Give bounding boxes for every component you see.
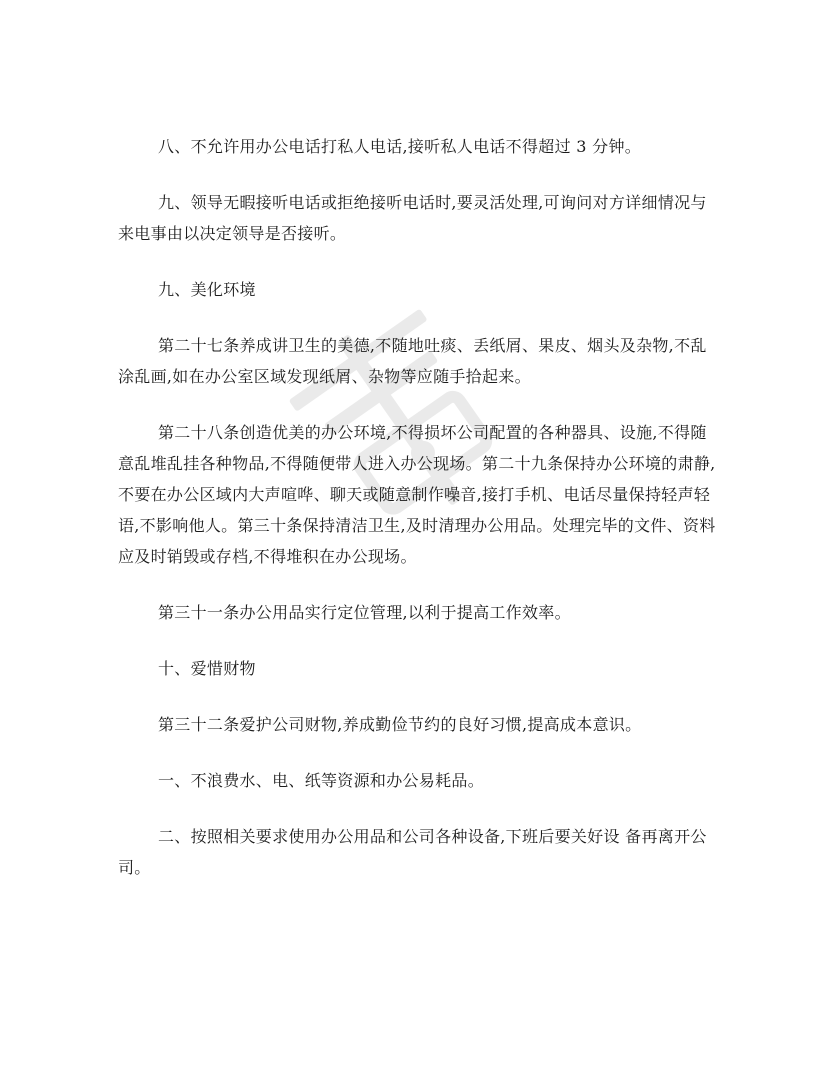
paragraph: 九、领导无暇接听电话或拒绝接听电话时,要灵活处理,可询问对方详细情况与来电事由以决定领导是否接听。 <box>118 193 707 243</box>
section-heading: 九、美化环境 <box>158 280 256 299</box>
paragraph: 第三十一条办公用品实行定位管理,以利于提高工作效率。 <box>158 603 571 622</box>
paragraph: 二、按照相关要求使用办公用品和公司各种设备,下班后要关好设 备再离开公司。 <box>118 827 707 877</box>
paragraph: 第二十七条养成讲卫生的美德,不随地吐痰、丢纸屑、果皮、烟头及杂物,不乱涂乱画,如在办公室区域发现纸屑、杂物等应随手拾起来。 <box>118 336 707 386</box>
paragraph: 一、不浪费水、电、纸等资源和办公易耗品。 <box>158 771 485 790</box>
paragraph: 第二十八条创造优美的办公环境,不得损坏公司配置的各种器具、设施,不得随意乱堆乱挂各种物品,不得随便带人进入办公现场。第二十九条保持办公环境的肃静,不要在办公区域内大声喧哗、聊天或随意制作噪音,接打手机、电话尽量保持轻声轻语,不影响他人。第三十条保持清洁卫生,及时清理办公用品。处理完毕的文件、资料应及时销毁或存档,不得堆积在办公现场。 <box>118 423 716 566</box>
document-body <box>118 131 722 883</box>
paragraph: 第三十二条爱护公司财物,养成勤俭节约的良好习惯,提高成本意识。 <box>158 715 642 734</box>
paragraph: 八、不允许用办公电话打私人电话,接听私人电话不得超过 3 分钟。 <box>158 137 642 156</box>
section-heading: 十、爱惜财物 <box>158 659 256 678</box>
